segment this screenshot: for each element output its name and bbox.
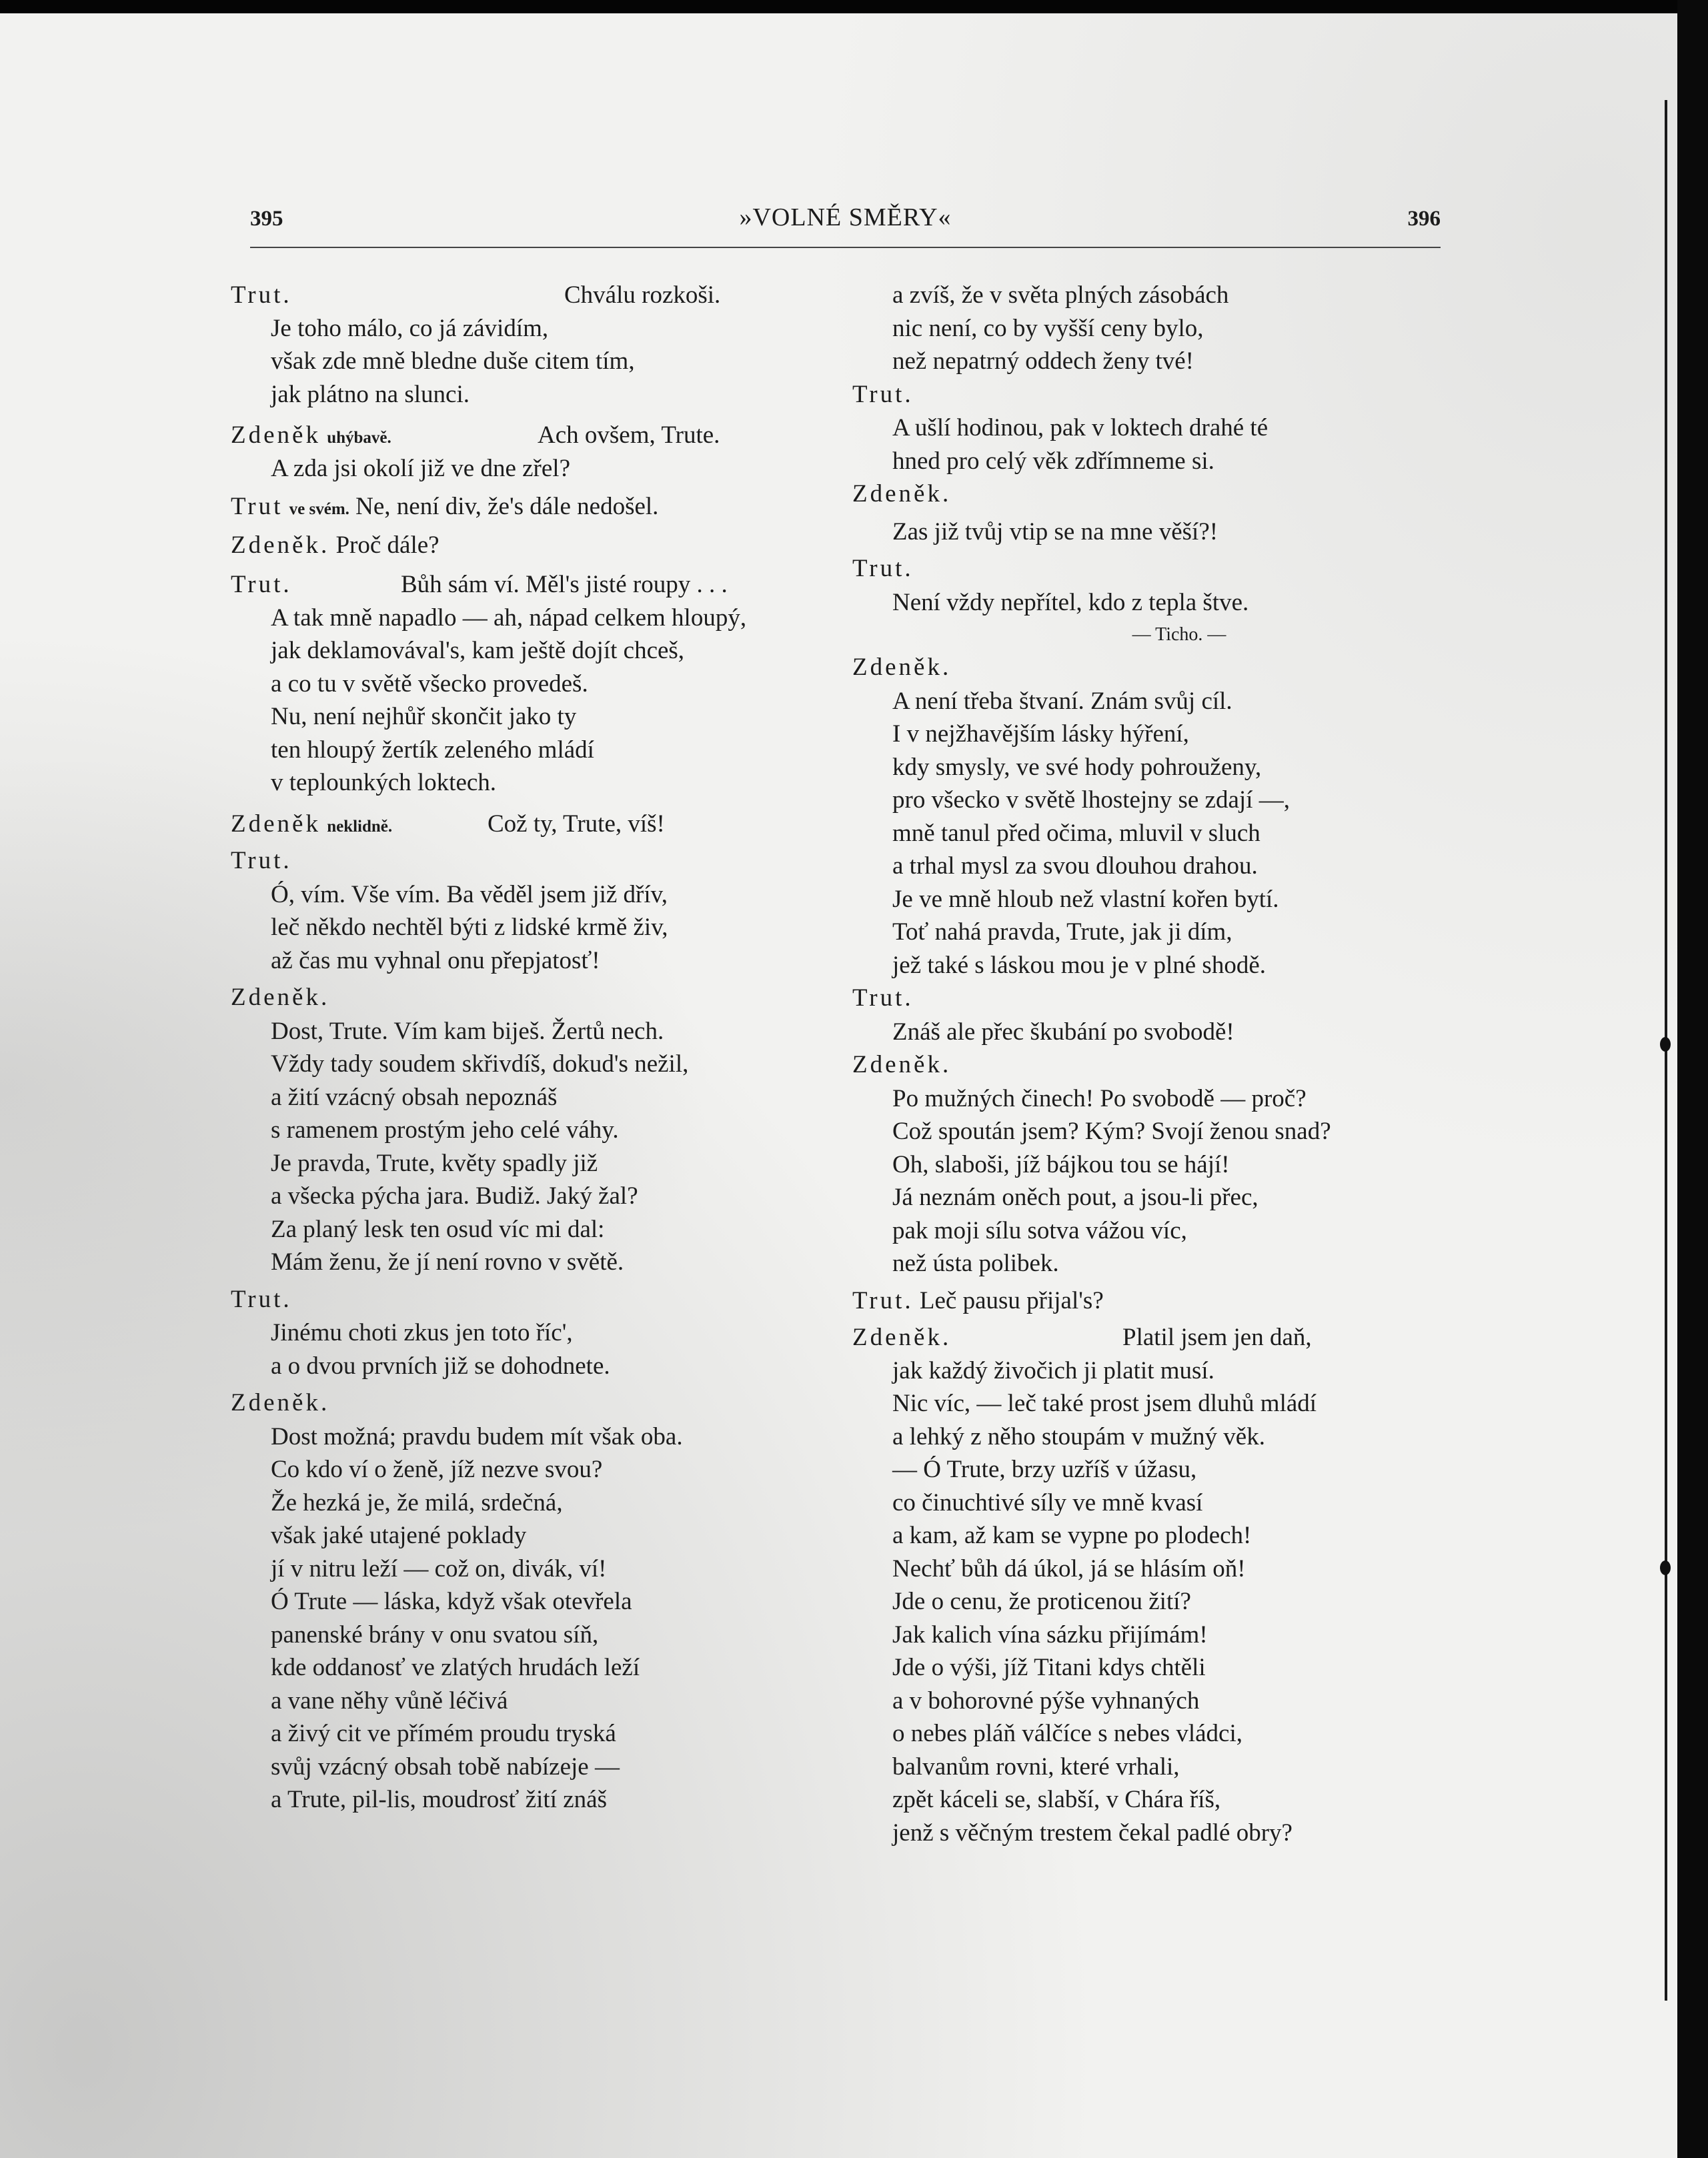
- verse-line: a kam, až kam se vypne po plodech!: [892, 1522, 1252, 1549]
- verse-line: mně tanul před očima, mluvil v sluch: [892, 819, 1260, 847]
- verse-line: [852, 1321, 1466, 1354]
- verse-line: a v bohorovné pýše vyhnaných: [892, 1687, 1200, 1715]
- verse-text: Bůh sám ví. Měl's jisté roupy . . .: [401, 571, 728, 598]
- verse-line: a Trute, pil-lis, moudrosť žití znáš: [271, 1786, 607, 1813]
- right-column: [852, 279, 1466, 1849]
- verse-line: a všecka pýcha jara. Budiž. Jaký žal?: [271, 1182, 638, 1210]
- verse-text: Ne, není div, že's dále nedošel.: [355, 493, 659, 520]
- left-column: [231, 279, 844, 1817]
- verse-line: Za planý lesk ten osud víc mi dal:: [271, 1215, 605, 1243]
- verse-line: pro všecko v světě lhostejny se zdají —,: [892, 786, 1290, 814]
- verse-line: o nebes pláň válčíce s nebes vládci,: [892, 1720, 1242, 1747]
- verse-line: [231, 419, 844, 452]
- verse-line: Po mužných činech! Po svobodě — proč?: [892, 1084, 1307, 1112]
- speaker-name: Zdeněk.: [852, 1051, 952, 1078]
- verse-text: Leč pausu přijal's?: [919, 1286, 1104, 1314]
- speaker-name: Zdeněk.: [852, 654, 952, 681]
- verse-line: a vane něhy vůně léčivá: [271, 1687, 508, 1715]
- verse-line: Toť nahá pravda, Trute, jak ji dím,: [892, 918, 1232, 946]
- verse-line: a žití vzácný obsah nepoznáš: [271, 1083, 558, 1111]
- verse-line: a živý cit ve přímém proudu tryská: [271, 1720, 616, 1747]
- verse-text: Platil jsem jen daň,: [1122, 1324, 1312, 1351]
- verse-text: Chválu rozkoši.: [564, 281, 721, 309]
- verse-line: jak každý živočich ji platit musí.: [892, 1356, 1214, 1384]
- scan-border-right: [1677, 0, 1708, 2158]
- verse-line: Jinému choti zkus jen toto říc',: [271, 1319, 573, 1346]
- verse-line: a zvíš, že v světa plných zásobách: [892, 281, 1229, 309]
- speaker-name: Trut.: [852, 555, 914, 582]
- verse-line: Je ve mně hloub než vlastní kořen bytí.: [892, 885, 1279, 913]
- verse-line: Znáš ale přec škubání po svobodě!: [892, 1018, 1234, 1046]
- verse-line: ten hloupý žertík zeleného mládí: [271, 736, 594, 764]
- running-header: [250, 200, 1441, 248]
- verse-line: svůj vzácný obsah tobě nabízeje —: [271, 1753, 620, 1781]
- verse-line: Nu, není nejhůř skončit jako ty: [271, 703, 577, 730]
- verse-line: jak deklamovával's, kam ještě dojít chceš,: [271, 637, 685, 664]
- verse-line: A tak mně napadlo — ah, nápad celkem hloupý,: [271, 604, 747, 632]
- verse-line: Je toho málo, co já závidím,: [271, 314, 549, 342]
- binding-hole-mark: [1660, 1037, 1671, 1052]
- speaker-name: Zdeněk: [231, 421, 321, 449]
- verse-line: [231, 808, 844, 841]
- verse-line: Oh, slaboši, jíž bájkou tou se hájí!: [892, 1150, 1230, 1178]
- speaker-name: Trut.: [231, 571, 292, 598]
- verse-line: [852, 1284, 1466, 1318]
- verse-line: však jaké utajené poklady: [271, 1522, 527, 1549]
- speaker-name: Trut.: [231, 847, 292, 874]
- verse-line: [231, 279, 844, 312]
- verse-line: Dost možná; pravdu budem mít však oba.: [271, 1422, 683, 1450]
- verse-text: Což ty, Trute, víš!: [488, 810, 665, 838]
- speaker-name: Trut.: [852, 1286, 914, 1314]
- page-number-right: 396: [1407, 207, 1441, 231]
- binding-hole-mark: [1660, 1560, 1671, 1575]
- speaker-name: Trut.: [852, 380, 914, 408]
- speaker-name: Zdeněk.: [231, 1389, 330, 1416]
- verse-line: Ó, vím. Vše vím. Ba věděl jsem již dřív,: [271, 880, 668, 908]
- verse-line: Jde o výši, jíž Titani kdys chtěli: [892, 1654, 1206, 1681]
- verse-line: a lehký z něho stoupám v mužný věk.: [892, 1422, 1265, 1450]
- verse-line: až čas mu vyhnal onu přepjatosť!: [271, 946, 600, 974]
- speaker-name: Trut.: [231, 281, 292, 309]
- verse-line: a o dvou prvních již se dohodnete.: [271, 1352, 610, 1380]
- verse-line: Mám ženu, že jí není rovno v světě.: [271, 1248, 624, 1276]
- speaker-name: Zdeněk.: [852, 480, 952, 507]
- verse-line: A zda jsi okolí již ve dne zřel?: [271, 454, 570, 482]
- speaker-name: Trut.: [231, 1285, 292, 1313]
- verse-line: a co tu v světě všecko provedeš.: [271, 670, 588, 698]
- verse-line: Vždy tady soudem skřivdíš, dokud's nežil,: [271, 1050, 689, 1078]
- verse-line: A ušlí hodinou, pak v loktech drahé té: [892, 414, 1268, 441]
- verse-line: Což spoután jsem? Kým? Svojí ženou snad?: [892, 1118, 1331, 1145]
- verse-line: nic není, co by vyšší ceny bylo,: [892, 314, 1204, 342]
- verse-line: hned pro celý věk zdřímneme si.: [892, 447, 1214, 475]
- verse-line: [231, 490, 844, 523]
- verse-line: v teplounkých loktech.: [271, 769, 497, 796]
- verse-line: kde oddanosť ve zlatých hrudách leží: [271, 1654, 640, 1681]
- stage-direction: uhýbavě.: [327, 429, 391, 447]
- verse-line: a trhal mysl za svou dlouhou drahou.: [892, 852, 1258, 880]
- verse-line: [231, 529, 844, 562]
- speaker-name: Zdeněk.: [231, 984, 330, 1011]
- verse-line: kdy smysly, ve své hody pohrouženy,: [892, 753, 1262, 781]
- speaker-name: Trut: [231, 493, 283, 520]
- verse-line: Není vždy nepřítel, kdo z tepla štve.: [892, 588, 1249, 616]
- verse-line: Zas již tvůj vtip se na mne věší?!: [892, 517, 1218, 546]
- verse-line: I v nejžhavějším lásky hýření,: [892, 720, 1189, 748]
- verse-line: Že hezká je, že milá, srdečná,: [271, 1488, 563, 1516]
- stage-direction: ve svém.: [289, 500, 349, 518]
- verse-line: jenž s věčným trestem čekal padlé obry?: [892, 1819, 1293, 1847]
- verse-line: Já neznám oněch pout, a jsou-li přec,: [892, 1184, 1258, 1211]
- verse-line: Jde o cenu, že proticenou žití?: [892, 1588, 1191, 1615]
- verse-line: leč někdo nechtěl býti z lidské krmě živ,: [271, 914, 668, 941]
- speaker-name: Zdeněk: [231, 810, 321, 838]
- verse-line: balvanům rovni, které vrhali,: [892, 1753, 1180, 1781]
- verse-line: A není třeba štvaní. Znám svůj cíl.: [892, 687, 1232, 715]
- verse-line: panenské brány v onu svatou síň,: [271, 1621, 599, 1649]
- verse-line: Dost, Trute. Vím kam biješ. Žertů nech.: [271, 1017, 664, 1045]
- verse-line: Jak kalich vína sázku přijímám!: [892, 1621, 1208, 1649]
- speaker-name: Zdeněk.: [852, 1324, 952, 1351]
- verse-line: jak plátno na slunci.: [271, 380, 470, 408]
- verse-line: Ó Trute — láska, když však otevřela: [271, 1588, 632, 1615]
- speaker-name: Zdeněk.: [231, 531, 330, 559]
- page-number-left: 395: [250, 207, 283, 231]
- verse-line: Nic víc, — leč také prost jsem dluhů mládí: [892, 1390, 1317, 1417]
- journal-title: »VOLNÉ SMĚRY«: [739, 203, 952, 231]
- verse-text: Proč dále?: [335, 531, 440, 559]
- verse-line: jež také s láskou mou je v plné shodě.: [892, 951, 1266, 979]
- verse-line: Co kdo ví o ženě, jíž nezve svou?: [271, 1456, 603, 1483]
- verse-line: zpět káceli se, slabší, v Chára říš,: [892, 1786, 1221, 1813]
- verse-line: než nepatrný oddech ženy tvé!: [892, 347, 1194, 375]
- verse-line: než ústa polibek.: [892, 1250, 1059, 1277]
- verse-line: pak moji sílu sotva vážou víc,: [892, 1216, 1187, 1244]
- verse-line: Je pravda, Trute, květy spadly již: [271, 1149, 598, 1177]
- verse-line: [231, 568, 844, 602]
- verse-line: však zde mně bledne duše citem tím,: [271, 347, 635, 375]
- verse-line: jí v nitru leží — což on, divák, ví!: [271, 1554, 607, 1582]
- verse-line: co činuchtivé síly ve mně kvasí: [892, 1488, 1203, 1516]
- verse-text: Ach ovšem, Trute.: [538, 421, 720, 449]
- stage-direction: neklidně.: [327, 817, 393, 836]
- verse-line: — Ó Trute, brzy uzříš v úžasu,: [892, 1456, 1197, 1483]
- verse-line: Nechť bůh dá úkol, já se hlásím oň!: [892, 1554, 1246, 1582]
- speaker-name: Trut.: [852, 984, 914, 1012]
- verse-line: s ramenem prostým jeho celé váhy.: [271, 1116, 619, 1144]
- scan-border-top: [0, 0, 1708, 13]
- stage-direction: — Ticho. —: [1132, 624, 1226, 645]
